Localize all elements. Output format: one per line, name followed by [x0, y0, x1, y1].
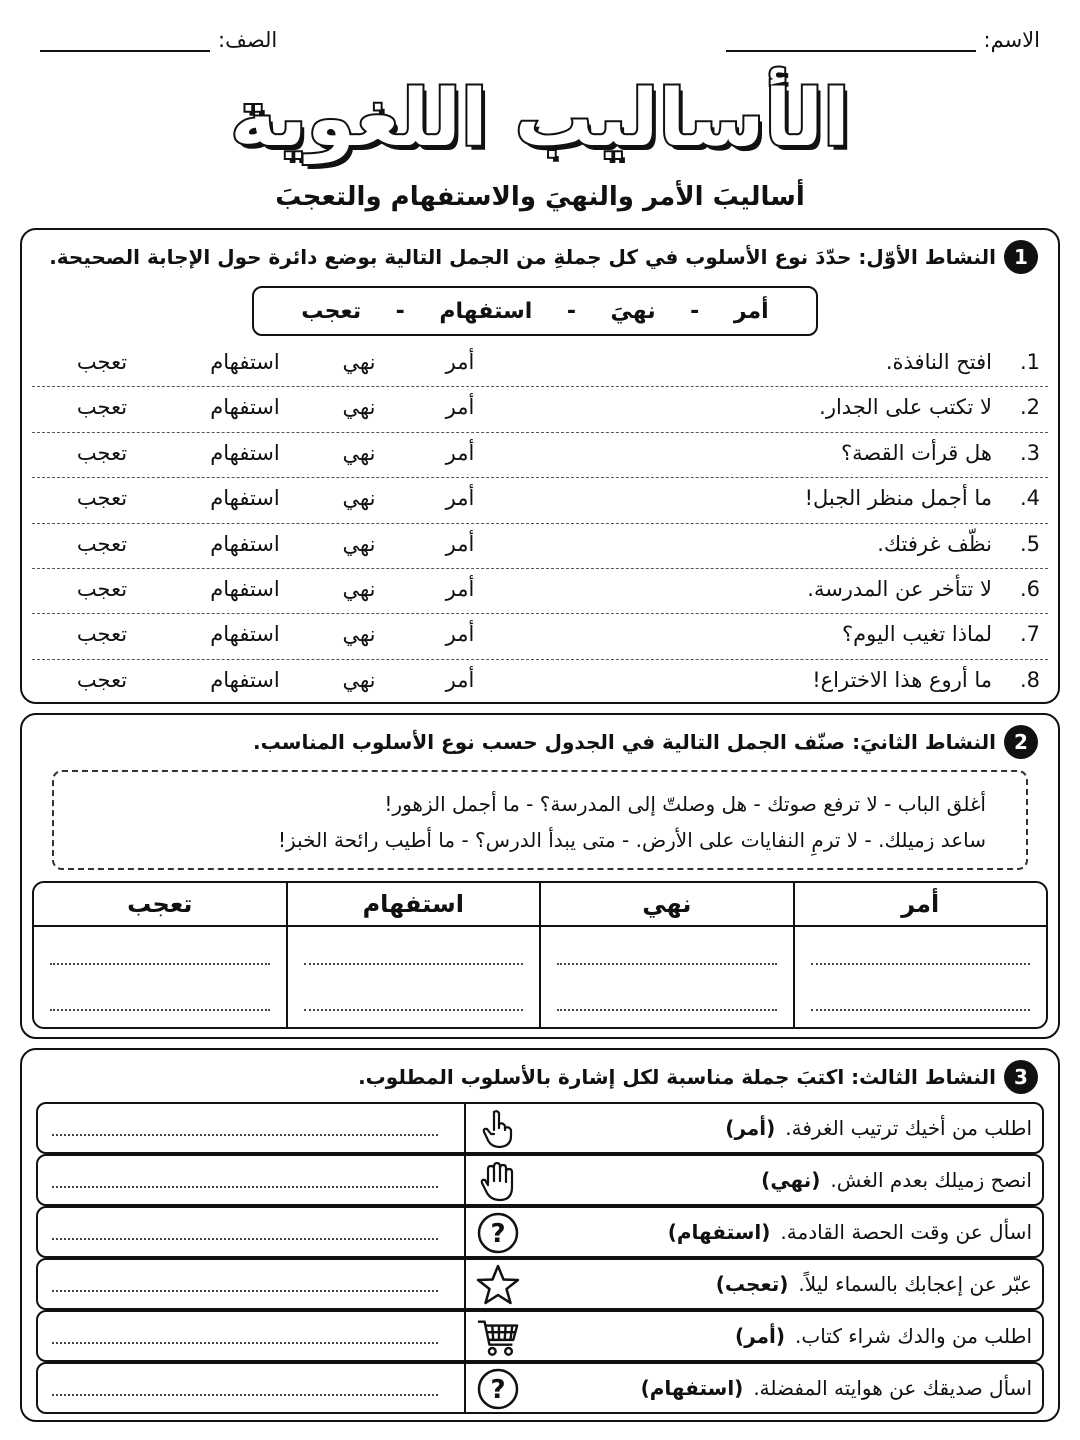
choice-istifham[interactable]: استفهام: [210, 576, 280, 601]
row-divider: [464, 1104, 466, 1152]
activity-3-row: [36, 1154, 1044, 1206]
prompt-style: (تعجب): [715, 1272, 789, 1296]
column-istifham[interactable]: [286, 927, 540, 1027]
choice-taajjub[interactable]: تعجب: [76, 576, 128, 601]
option-separator: -: [690, 298, 700, 324]
option-taajjub: تعجب: [301, 298, 362, 324]
sentences-line-2: ساعد زميلك. - لا ترمِ النفايات على الأرض. - متى يبدأ الدرس؟ - ما أطيب رائحة الخبز!: [278, 828, 986, 852]
choice-istifham[interactable]: استفهام: [210, 622, 280, 647]
activity-3-row: [36, 1102, 1044, 1154]
activity-3-heading: [358, 1060, 1038, 1094]
prompt-style: (أمر): [725, 1116, 776, 1140]
name-field[interactable]: [726, 28, 1040, 52]
prompt-style: (أمر): [735, 1324, 786, 1348]
question-row: [32, 614, 1048, 659]
choice-taajjub[interactable]: تعجب: [76, 440, 128, 465]
answer-line[interactable]: [557, 1009, 777, 1011]
choice-nahy[interactable]: نهي: [342, 622, 376, 647]
question-row: [32, 342, 1048, 387]
activity-3-row: [36, 1362, 1044, 1414]
classification-table: [32, 881, 1048, 1029]
answer-line[interactable]: [50, 1009, 270, 1011]
activity-3-instruction: النشاط الثالث: اكتبَ جملة مناسبة لكل إشارة بالأسلوب المطلوب.: [358, 1065, 996, 1089]
question-text: لا تكتب على الجدار.: [819, 395, 992, 420]
choice-taajjub[interactable]: تعجب: [76, 350, 128, 374]
prompt-style: (استفهام): [667, 1220, 771, 1244]
question-text: ما أجمل منظر الجبل!: [804, 486, 992, 511]
activity-2-instruction: النشاط الثانيَ: صنّف الجمل التالية في الجدول حسب نوع الأسلوب المناسب.: [253, 730, 996, 754]
prompt-sentence: اطلب من والدك شراء كتاب.: [795, 1324, 1032, 1348]
choice-taajjub[interactable]: تعجب: [76, 395, 128, 420]
column-taajjub[interactable]: [34, 927, 286, 1027]
choice-nahy[interactable]: نهي: [342, 576, 376, 601]
prompt-text: [725, 1116, 1032, 1140]
question-text: لا تتأخر عن المدرسة.: [807, 576, 992, 601]
choice-amr[interactable]: أمر: [445, 486, 475, 511]
prompt-style: (استفهام): [640, 1376, 744, 1400]
option-separator: -: [566, 298, 576, 324]
column-header-taajjub: تعجب: [127, 890, 193, 918]
choice-amr[interactable]: أمر: [445, 440, 475, 465]
class-blank[interactable]: [40, 28, 210, 52]
choice-nahy[interactable]: نهي: [342, 531, 376, 556]
question-number: 3.: [1019, 440, 1040, 465]
prompt-text: [668, 1220, 1032, 1244]
pointing-hand-icon: [476, 1107, 520, 1151]
choice-amr[interactable]: أمر: [445, 350, 475, 374]
question-icon: [476, 1367, 520, 1411]
cart-icon: [476, 1315, 520, 1359]
choice-taajjub[interactable]: تعجب: [76, 486, 128, 511]
question-row: [32, 524, 1048, 569]
choice-taajjub[interactable]: تعجب: [76, 622, 128, 647]
choice-istifham[interactable]: استفهام: [210, 395, 280, 420]
question-number: 4.: [1019, 486, 1040, 511]
activity-1-badge: 1: [1004, 240, 1038, 274]
question-list: [32, 342, 1048, 705]
choice-nahy[interactable]: نهي: [342, 395, 376, 420]
page-title: الأساليب اللغوية: [230, 74, 850, 164]
question-text: لماذا تغيب اليوم؟: [842, 622, 992, 647]
svg-text:?: ?: [490, 1375, 506, 1405]
classification-header: [34, 883, 1046, 927]
activity-1-heading: [49, 240, 1038, 274]
question-row: [32, 433, 1048, 478]
question-text: هل قرأت القصة؟: [840, 440, 992, 465]
answer-line[interactable]: [557, 963, 777, 965]
answer-line[interactable]: [52, 1186, 438, 1188]
choice-istifham[interactable]: استفهام: [210, 440, 280, 465]
stop-hand-icon: [476, 1159, 520, 1203]
activity-3-row: [36, 1258, 1044, 1310]
choice-istifham[interactable]: استفهام: [210, 350, 280, 374]
answer-line[interactable]: [52, 1238, 438, 1240]
classification-body: [34, 927, 1046, 1027]
column-nahy[interactable]: [539, 927, 793, 1027]
prompt-sentence: اطلب من أخيك ترتيب الغرفة.: [785, 1116, 1032, 1140]
question-number: 1.: [1019, 350, 1040, 374]
question-row: [32, 478, 1048, 523]
answer-line[interactable]: [52, 1290, 438, 1292]
name-label: الاسم:: [983, 28, 1040, 52]
choice-amr[interactable]: أمر: [445, 395, 475, 420]
option-nahy: نهيَ: [610, 298, 656, 324]
row-divider: [464, 1156, 466, 1204]
svg-text:?: ?: [490, 1219, 506, 1249]
activity-2: [20, 713, 1060, 1039]
row-divider: [464, 1364, 466, 1412]
header-row: [40, 28, 1040, 68]
choice-istifham[interactable]: استفهام: [210, 486, 280, 511]
activity-3: [20, 1048, 1060, 1422]
question-row: [32, 569, 1048, 614]
activity-3-badge: 3: [1004, 1060, 1038, 1094]
sentences-line-1: أغلق الباب - لا ترفع صوتك - هل وصلتّ إلى المدرسة؟ - ما أجمل الزهور!: [384, 792, 986, 816]
choice-nahy[interactable]: نهي: [342, 667, 376, 692]
prompt-sentence: اسأل صديقك عن هوايته المفضلة.: [753, 1376, 1032, 1400]
activity-1-instruction: النشاط الأوّل: حدّدَ نوع الأسلوب في كل جملةِ من الجمل التالية بوضع دائرة حول الإجابة الصحيحة.: [49, 245, 996, 269]
option-amr: أمر: [733, 298, 769, 324]
answer-line[interactable]: [52, 1134, 438, 1136]
question-number: 6.: [1019, 576, 1040, 601]
page-subtitle: أساليبَ الأمر والنهيَ والاستفهام والتعجبَ: [275, 182, 805, 212]
activity-3-row: [36, 1206, 1044, 1258]
prompt-text: [641, 1376, 1032, 1400]
column-header-amr: أمر: [793, 883, 1047, 925]
answer-line[interactable]: [304, 1009, 524, 1011]
answer-line[interactable]: [50, 963, 270, 965]
answer-line[interactable]: [52, 1394, 438, 1396]
row-divider: [464, 1312, 466, 1360]
activity-1: [20, 228, 1060, 704]
column-amr[interactable]: [793, 927, 1047, 1027]
prompt-text: [716, 1272, 1032, 1296]
choice-nahy[interactable]: نهي: [342, 440, 376, 465]
answer-line[interactable]: [304, 963, 524, 965]
choice-nahy[interactable]: نهي: [342, 486, 376, 511]
choice-taajjub[interactable]: تعجب: [76, 531, 128, 556]
star-icon: [476, 1263, 520, 1307]
choice-istifham[interactable]: استفهام: [210, 531, 280, 556]
answer-line[interactable]: [52, 1342, 438, 1344]
activity-3-rows: [36, 1102, 1044, 1414]
column-header-nahy: نهي: [539, 883, 793, 925]
activity-2-heading: [253, 725, 1038, 759]
sentences-box: [52, 770, 1028, 870]
answer-line[interactable]: [811, 1009, 1031, 1011]
prompt-sentence: انصح زميلك بعدم الغش.: [830, 1168, 1032, 1192]
prompt-text: [761, 1168, 1032, 1192]
question-row: [32, 387, 1048, 432]
prompt-sentence: عبّر عن إعجابك بالسماء ليلاً.: [798, 1272, 1032, 1296]
question-number: 7.: [1019, 622, 1040, 647]
question-number: 2.: [1019, 395, 1040, 420]
question-text: افتح النافذة.: [885, 350, 992, 374]
question-row: [32, 660, 1048, 705]
prompt-text: [735, 1324, 1032, 1348]
prompt-sentence: اسأل عن وقت الحصة القادمة.: [780, 1220, 1032, 1244]
prompt-style: (نهي): [761, 1168, 821, 1192]
name-blank[interactable]: [726, 28, 976, 52]
question-number: 8.: [1019, 667, 1040, 692]
question-text: نظّف غرفتك.: [877, 531, 992, 556]
question-icon: [476, 1211, 520, 1255]
class-label: الصف:: [218, 28, 278, 52]
options-box: [252, 286, 818, 336]
choice-amr[interactable]: أمر: [445, 667, 475, 692]
choice-nahy[interactable]: نهي: [342, 350, 376, 374]
option-separator: -: [395, 298, 405, 324]
class-field[interactable]: [40, 28, 277, 52]
question-text: ما أروع هذا الاختراع!: [812, 667, 992, 692]
answer-line[interactable]: [811, 963, 1031, 965]
column-header-istifham: استفهام: [286, 883, 540, 925]
question-number: 5.: [1019, 531, 1040, 556]
choice-taajjub[interactable]: تعجب: [76, 667, 128, 692]
option-istifham: استفهام: [439, 298, 533, 324]
row-divider: [464, 1260, 466, 1308]
activity-3-row: [36, 1310, 1044, 1362]
choice-amr[interactable]: أمر: [445, 531, 475, 556]
choice-amr[interactable]: أمر: [445, 576, 475, 601]
choice-amr[interactable]: أمر: [445, 622, 475, 647]
choice-istifham[interactable]: استفهام: [210, 667, 280, 692]
row-divider: [464, 1208, 466, 1256]
activity-2-badge: 2: [1004, 725, 1038, 759]
